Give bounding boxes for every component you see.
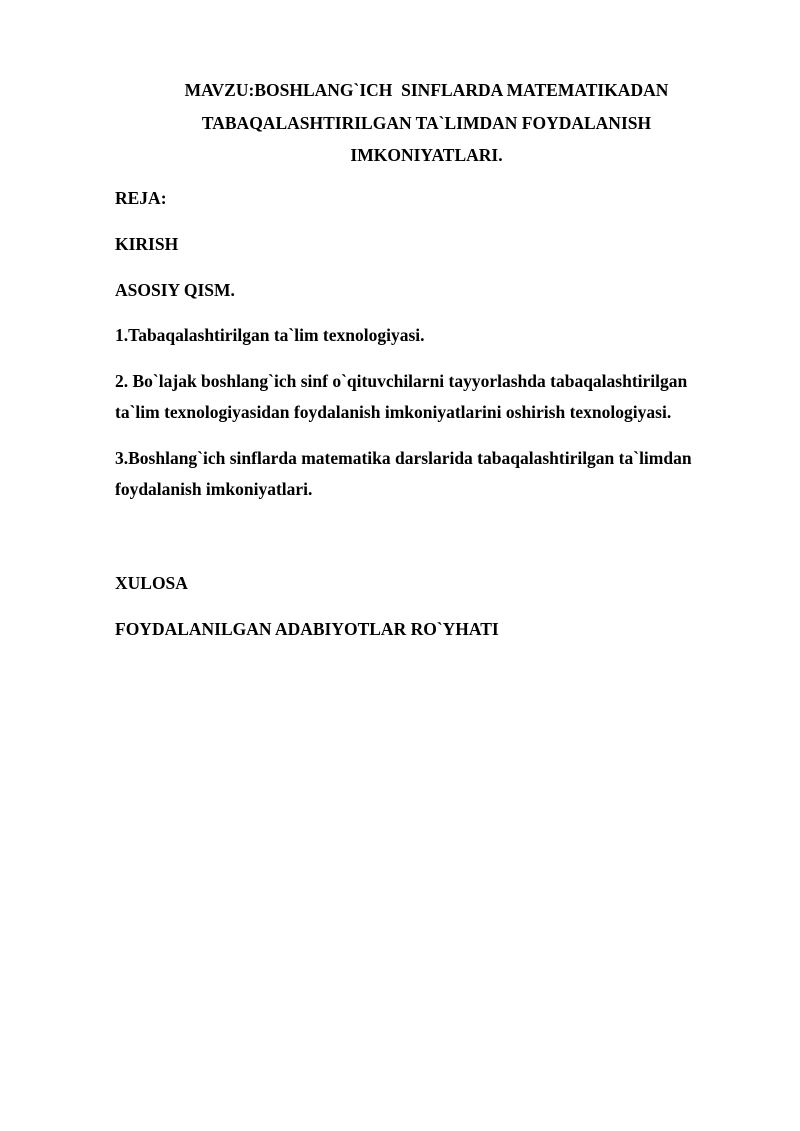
plan-item-2-line-2: ta`lim texnologiyasidan foydalanish imkoniyatlarini oshirish texnologiyasi. <box>115 402 672 422</box>
plan-item-3 <box>115 443 740 505</box>
title-line-1: MAVZU:BOSHLANG`ICH SINFLARDA MATEMATIKADAN <box>184 80 669 100</box>
plan-item-main-part: ASOSIY QISM. <box>115 280 235 300</box>
plan-item-3-line-2: foydalanish imkoniyatlari. <box>115 479 313 499</box>
plan-item-references: FOYDALANILGAN ADABIYOTLAR RO`YHATI <box>115 619 499 639</box>
plan-item-2 <box>115 366 740 428</box>
title-line-3: IMKONIYATLARI. <box>350 145 503 165</box>
plan-heading: REJA: <box>115 188 167 208</box>
plan-item-conclusion: XULOSA <box>115 573 188 593</box>
document-title <box>115 74 738 172</box>
plan-item-1: 1.Tabaqalashtirilgan ta`lim texnologiyasi. <box>115 325 425 345</box>
plan-item-2-line-1: 2. Bo`lajak boshlang`ich sinf o`qituvchilarni tayyorlashda tabaqalashtirilgan <box>115 371 688 391</box>
plan-item-intro: KIRISH <box>115 234 179 254</box>
title-line-2: TABAQALASHTIRILGAN TA`LIMDAN FOYDALANISH <box>201 112 652 133</box>
plan-item-3-line-1: 3.Boshlang`ich sinflarda matematika darslarida tabaqalashtirilgan ta`limdan <box>115 448 692 468</box>
